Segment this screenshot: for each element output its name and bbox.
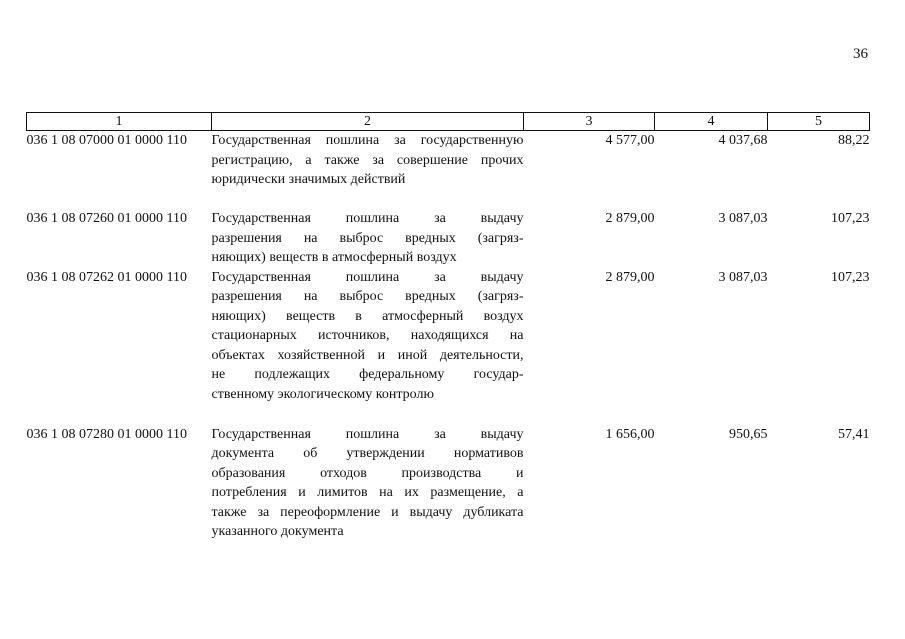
description-line: няющих) веществ в атмосферный воздух	[211, 308, 524, 324]
value-col3: 2 879,00	[605, 269, 655, 285]
description-line: документа об утверждении нормативов	[211, 446, 524, 461]
column-header-2: 2	[212, 113, 524, 131]
page-number: 36	[853, 46, 868, 62]
description-line: разрешения на выброс вредных (загряз-	[211, 230, 524, 246]
description-line: указанного документа	[211, 524, 344, 539]
item-description	[212, 131, 524, 210]
value-col4: 3 087,03	[718, 269, 768, 285]
column-header-1: 1	[27, 113, 212, 131]
header-row	[27, 113, 870, 131]
description-line: объектах хозяйственной и иной деятельности,	[211, 347, 524, 363]
budget-table	[26, 112, 870, 545]
column-header-5: 5	[768, 113, 870, 131]
item-description	[212, 209, 524, 268]
description-line: стационарных источников, находящихся на	[211, 328, 524, 343]
budget-code: 036 1 08 07000 01 0000 110	[26, 133, 187, 148]
value-col4: 950,65	[729, 426, 768, 442]
item-description	[212, 425, 524, 545]
value-col3: 4 577,00	[605, 133, 655, 148]
table-row	[27, 425, 870, 545]
value-col5: 107,23	[831, 269, 870, 285]
description-line: Государственная пошлина за выдачу	[211, 269, 524, 285]
description-line: Государственная пошлина за выдачу	[211, 211, 524, 226]
description-line: также за переоформление и выдачу дубликата	[211, 504, 524, 520]
description-line: Государственная пошлина за выдачу	[211, 426, 524, 442]
column-header-3: 3	[524, 113, 655, 131]
budget-code: 036 1 08 07260 01 0000 110	[26, 211, 187, 226]
table-row	[27, 209, 870, 268]
value-col3: 2 879,00	[605, 211, 655, 226]
table-row	[27, 131, 870, 210]
value-col4: 4 037,68	[718, 133, 768, 148]
value-col4: 3 087,03	[718, 211, 768, 226]
value-col5: 88,22	[838, 133, 870, 148]
description-line: потребления и лимитов на их размещение, а	[211, 485, 524, 500]
value-col3: 1 656,00	[605, 426, 655, 442]
description-line: регистрацию, а также за совершение прочих	[211, 152, 524, 168]
budget-code: 036 1 08 07262 01 0000 110	[26, 269, 187, 285]
column-header-4: 4	[655, 113, 768, 131]
budget-code: 036 1 08 07280 01 0000 110	[26, 426, 187, 442]
description-line: разрешения на выброс вредных (загряз-	[211, 289, 524, 304]
description-line: няющих) веществ в атмосферный воздух	[211, 250, 457, 265]
description-line: не подлежащих федеральному государ-	[211, 367, 524, 382]
description-line: Государственная пошлина за государственную	[211, 133, 524, 148]
table-row	[27, 268, 870, 425]
description-line: ственному экологическому контролю	[211, 386, 434, 402]
description-line: юридически значимых действий	[211, 172, 406, 187]
description-line: образования отходов производства и	[211, 465, 524, 481]
value-col5: 107,23	[831, 211, 870, 226]
item-description	[212, 268, 524, 425]
value-col5: 57,41	[838, 426, 870, 442]
